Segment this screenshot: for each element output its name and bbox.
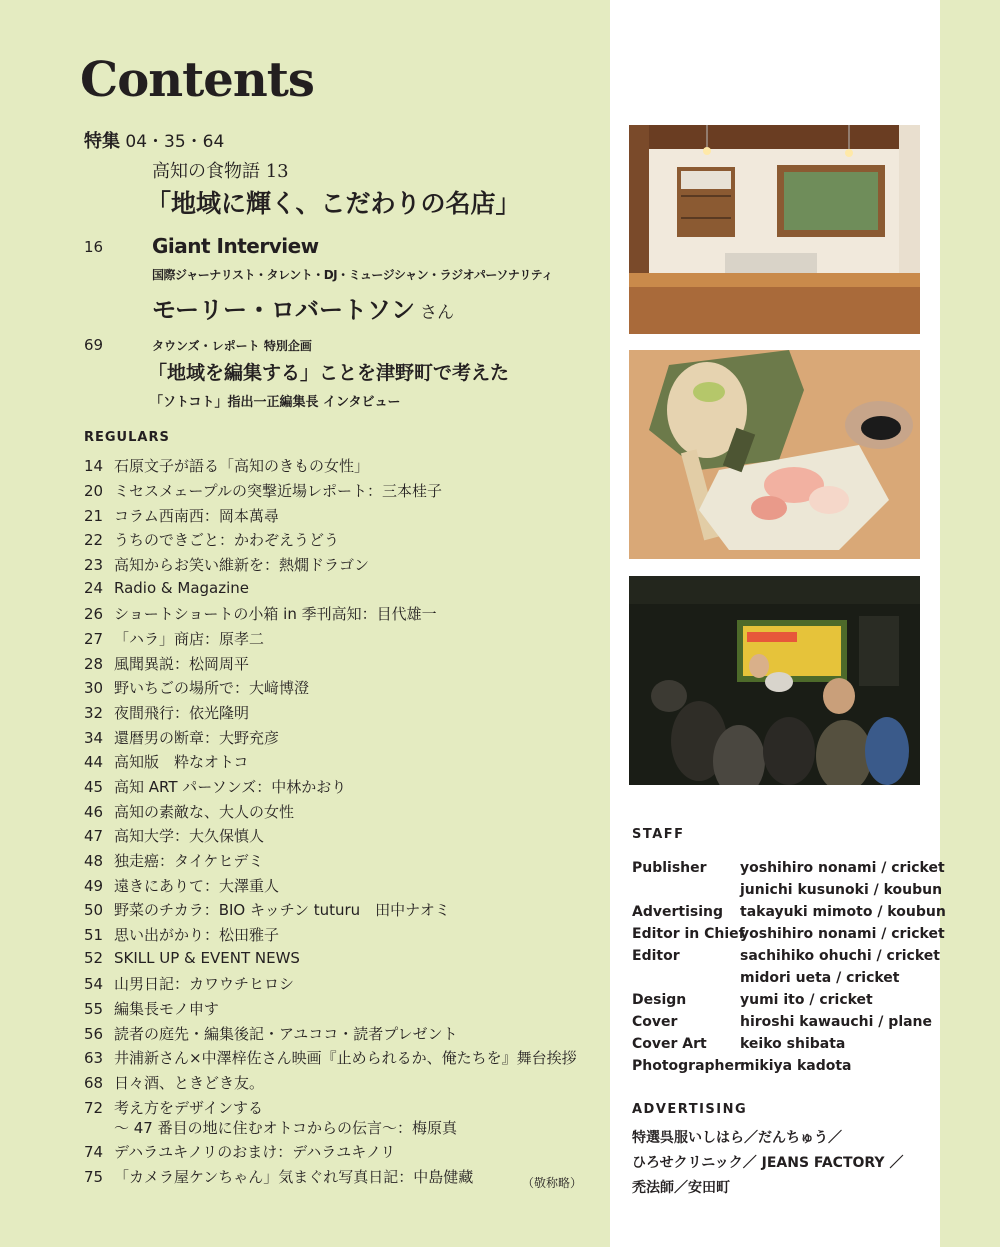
regular-title: 「ハラ」商店：原孝二 [114,630,265,648]
regular-page: 47 [84,827,104,845]
regular-page: 54 [84,975,104,993]
staff-role: Design [632,992,687,1008]
regular-page: 49 [84,877,104,895]
event-image [629,576,920,785]
regular-title: 高知 ART パーソンズ：中林かおり [114,778,347,796]
regular-item [84,505,279,526]
regular-page: 23 [84,556,104,574]
features-pages: 04・35・64 [125,132,225,152]
towns-headline: 「地域を編集する」ことを津野町で考えた [148,362,510,384]
regular-title: 夜間飛行：依光隆明 [114,704,250,722]
staff-role: Cover [632,1014,678,1030]
staff-role: Advertising [632,904,723,920]
advertiser-line: 禿法師／安田町 [632,1180,730,1196]
regular-page: 51 [84,926,104,944]
regular-item [84,727,279,748]
regular-title: デハラユキノリのおまけ：デハラユキノリ [114,1143,396,1161]
regular-item [84,801,294,822]
regular-item [84,1141,395,1162]
regular-title: 編集長モノ申す [114,1000,219,1018]
staff-name: keiko shibata [740,1036,846,1052]
regular-item [84,751,248,772]
staff-name: hiroshi kawauchi / plane [740,1014,933,1030]
regular-title: 高知大学：大久保慎人 [114,827,265,845]
staff-role: Editor in Chief [632,926,745,942]
regular-title: 思い出がかり：松田雅子 [114,926,280,944]
regular-page: 46 [84,803,104,821]
staff-row [632,882,942,898]
regular-title: Radio & Magazine [114,579,250,597]
regular-page: 21 [84,507,104,525]
giant-subtitle: 国際ジャーナリスト・タレント・DJ・ミュージシャン・ラジオパーソナリティ [152,268,553,282]
regular-item [84,924,279,945]
regular-item [84,702,249,723]
staff-row [632,992,873,1008]
regular-item [84,949,300,967]
regular-title: 井浦新さん×中澤梓佐さん映画『止められるか、俺たちを』舞台挨拶 [114,1049,577,1067]
regular-item-continued [84,1117,457,1138]
regular-title: 考え方をデザインする [114,1099,263,1117]
regular-title: 遠きにありて：大澤重人 [114,877,280,895]
regular-page: 27 [84,630,104,648]
regular-page: 68 [84,1074,104,1092]
regular-title: 日々酒、ときどき友。 [114,1074,265,1092]
regular-title: 読者の庭先・編集後記・アユココ・読者プレゼント [114,1025,458,1043]
regular-item [84,1072,264,1093]
regular-item [84,529,339,550]
regular-page: 28 [84,655,104,673]
regular-item [84,1047,577,1068]
staff-heading: STAFF [632,827,685,842]
staff-row [632,1014,932,1030]
regular-item [84,825,264,846]
giant-title: Giant Interview [152,234,319,258]
regular-title: 還暦男の断章：大野充彦 [114,729,280,747]
regular-title: 野いちごの場所で：大﨑博澄 [114,679,310,697]
staff-role: Cover Art [632,1036,707,1052]
honorifics-note: （敬称略） [522,1176,583,1190]
regular-item [84,579,249,597]
advertiser-line: 特選呉服いしはら／だんちゅう／ [632,1130,842,1146]
staff-name: takayuki mimoto / koubun [740,904,946,920]
regular-item [84,653,249,674]
regular-page: 24 [84,579,104,597]
photo-restaurant-interior [629,125,920,334]
regular-item [84,899,450,920]
regular-page: 26 [84,605,104,623]
regular-page: 44 [84,753,104,771]
giant-name: モーリー・ロバートソン [152,295,416,324]
staff-name: mikiya kadota [740,1058,852,1074]
regular-item [84,850,263,871]
regular-item [84,1097,263,1118]
staff-role: Publisher [632,860,707,876]
regular-title: 高知版 粋なオトコ [114,753,249,771]
staff-name: junichi kusunoki / koubun [740,882,943,898]
regular-page: 14 [84,457,104,475]
giant-honorific: さん [420,303,455,323]
regular-page: 30 [84,679,104,697]
page-title: Contents [80,52,314,108]
staff-name: sachihiko ohuchi / cricket [740,948,940,964]
staff-row [632,1058,851,1074]
advertising-list [632,1126,922,1201]
regular-page: 63 [84,1049,104,1067]
regular-title: 高知の素敵な、大人の女性 [114,803,295,821]
regular-title: 〜 47 番目の地に住むオトコからの伝言〜：梅原真 [114,1119,458,1137]
regular-title: 高知からお笑い維新を：熱燗ドラゴン [114,556,370,574]
regular-title: 山男日記：カワウチヒロシ [114,975,295,993]
staff-row [632,1036,845,1052]
regular-page: 32 [84,704,104,722]
restaurant-interior-image [629,125,920,334]
regular-page: 20 [84,482,104,500]
regular-item [84,1023,458,1044]
regular-page: 22 [84,531,104,549]
regular-item [84,776,346,797]
giant-guest [152,290,454,325]
staff-row [632,948,940,964]
regular-page: 50 [84,901,104,919]
staff-name: midori ueta / cricket [740,970,900,986]
regular-item [84,554,369,575]
regular-item [84,973,294,994]
regular-item [84,677,309,698]
regular-title: SKILL UP & EVENT NEWS [114,949,300,967]
staff-name: yoshihiro nonami / cricket [740,926,945,942]
staff-role: Photographer [632,1058,741,1074]
regular-page: 56 [84,1025,104,1043]
regular-item [84,480,442,501]
sashimi-image [629,350,920,559]
staff-row [632,970,900,986]
photo-sashimi-dish [629,350,920,559]
regular-page: 75 [84,1168,104,1186]
regular-page: 45 [84,778,104,796]
features-series: 高知の食物語 13 [152,161,289,182]
regular-page: 55 [84,1000,104,1018]
staff-name: yumi ito / cricket [740,992,873,1008]
regular-item [84,628,264,649]
features-heading [84,127,224,153]
regular-title: 石原文子が語る「高知のきもの女性」 [114,457,370,475]
staff-row [632,926,945,942]
regular-page: 72 [84,1099,104,1117]
regular-title: 「カメラ屋ケンちゃん」気まぐれ写真日記：中島健藏 [114,1168,474,1186]
staff-role: Editor [632,948,680,964]
regular-item [84,998,219,1019]
features-headline: 「地域に輝く、こだわりの名店」 [146,189,521,218]
regular-title: ショートショートの小箱 in 季刊高知：目代雄一 [114,605,437,623]
regular-page: 52 [84,949,104,967]
advertising-heading: ADVERTISING [632,1102,748,1117]
regular-page: 34 [84,729,104,747]
staff-row [632,904,946,920]
regular-title: ミセスメェープルの突撃近場レポート：三本桂子 [114,482,443,500]
photo-live-event [629,576,920,785]
towns-sub: 「ソトコト」指出一正編集長 インタビュー [150,395,401,410]
features-label: 特集 [84,131,120,152]
regular-item [84,875,279,896]
regulars-heading: REGULARS [84,430,170,445]
regular-title: 野菜のチカラ：BIO キッチン tuturu 田中ナオミ [114,901,450,919]
regular-item [84,603,437,624]
advertiser-line: ひろせクリニック／ JEANS FACTORY ／ [632,1155,904,1171]
giant-page-number: 16 [84,238,104,256]
staff-row [632,860,945,876]
regular-page: 74 [84,1143,104,1161]
regular-title: 風聞異説：松岡周平 [114,655,250,673]
regular-title: うちのできごと：かわぞえうどう [114,531,340,549]
regular-item [84,1166,473,1187]
towns-page-number: 69 [84,336,104,354]
staff-name: yoshihiro nonami / cricket [740,860,945,876]
regular-page: 48 [84,852,104,870]
towns-label: タウンズ・レポート 特別企画 [152,339,312,353]
regular-item [84,455,369,476]
regular-title: 独走癌：タイケヒデミ [114,852,264,870]
regular-title: コラム西南西：岡本萬尋 [114,507,279,525]
